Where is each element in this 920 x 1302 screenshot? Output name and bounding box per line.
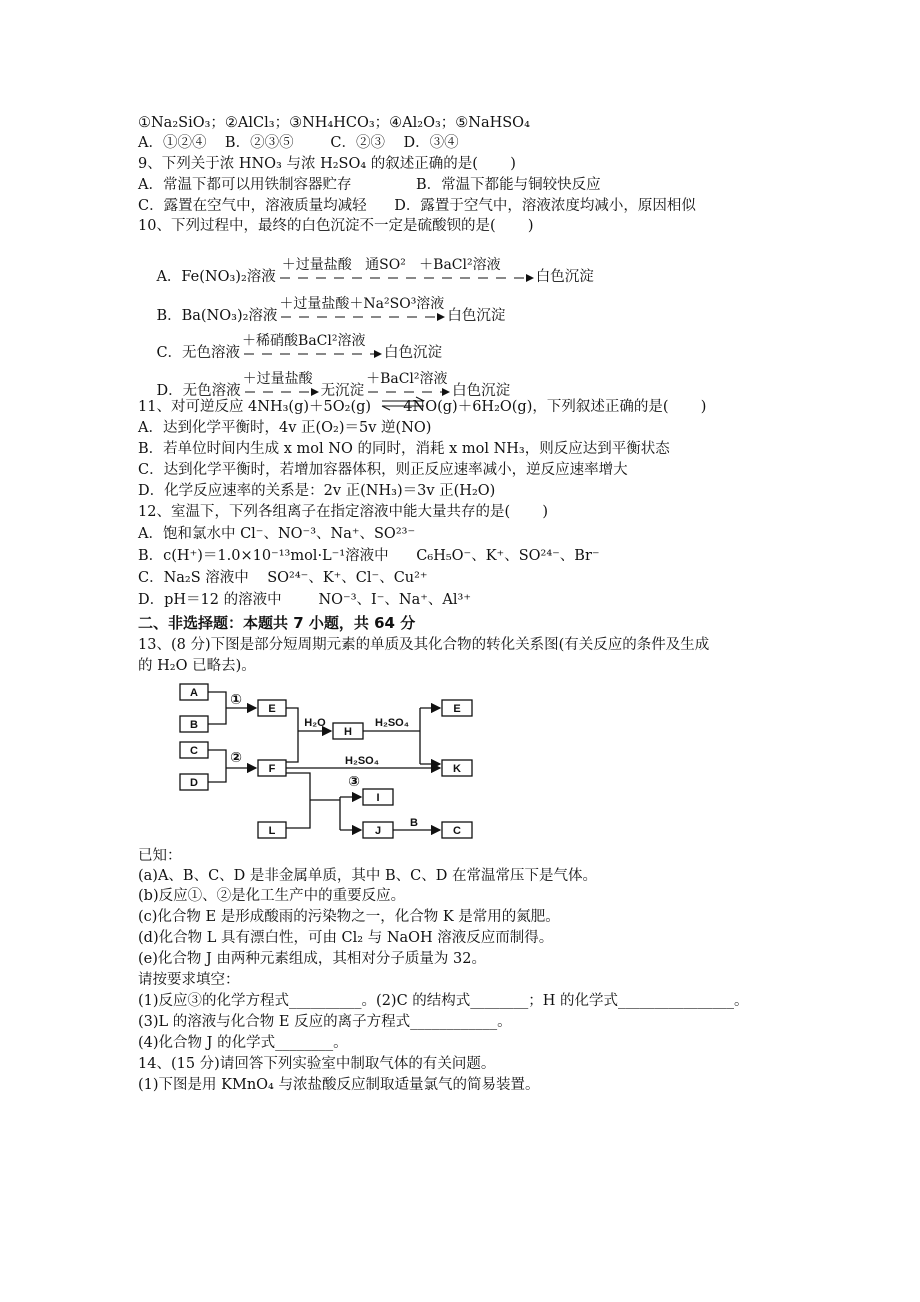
q10-a-end: 白色沉淀 <box>535 269 594 285</box>
known-b: (b)反应①、②是化工生产中的重要反应。 <box>138 888 406 904</box>
q13-part-3: (3)L 的溶液与化合物 E 反应的离子方程式____________。 <box>138 1014 512 1030</box>
reaction-diagram <box>170 678 490 846</box>
q10-b-start: B．Ba(NO₃)₂溶液 <box>156 308 278 324</box>
q10-b-label: ＋过量盐酸＋Na²SO³溶液 <box>279 296 445 312</box>
q9-options-ab: A．常温下都可以用铁制容器贮存 B．常温下都能与铜较快反应 <box>138 177 601 193</box>
known-heading: 已知： <box>138 848 182 864</box>
h2o-label: H₂O <box>304 717 326 729</box>
reaction-3-marker: ③ <box>348 773 360 789</box>
q10-d-label1: ＋过量盐酸 <box>242 371 313 387</box>
q9-stem: 9、下列关于浓 HNO₃ 与浓 H₂SO₄ 的叙述正确的是( ) <box>138 156 516 172</box>
known-e: (e)化合物 J 由两种元素组成，其相对分子质量为 32。 <box>138 951 486 967</box>
q10-stem: 10、下列过程中，最终的白色沉淀不一定是硫酸钡的是( ) <box>138 218 534 234</box>
box-c-label: C <box>190 745 198 757</box>
q11-option-a: A．达到化学平衡时，4v 正(O₂)＝5v 逆(NO) <box>138 420 432 436</box>
q10-a-arrow <box>276 257 536 287</box>
h2so4-mid-label: H₂SO₄ <box>345 755 379 767</box>
q10-b-end: 白色沉淀 <box>447 308 506 324</box>
q12-option-d: D．pH＝12 的溶液中 NO⁻³、I⁻、Na⁺、Al³⁺ <box>138 592 471 608</box>
box-e1-label: E <box>268 703 276 715</box>
q10-d-end: 白色沉淀 <box>452 383 511 399</box>
q10-c-start: C．无色溶液 <box>156 345 241 361</box>
q13-part-4: (4)化合物 J 的化学式________。 <box>138 1035 348 1051</box>
box-h-label: H <box>344 726 352 738</box>
box-f-label: F <box>268 763 276 775</box>
q9-options-cd: C．露置在空气中，溶液质量均减轻 D．露置于空气中，溶液浓度均减小，原因相似 <box>138 198 696 214</box>
q14-part-1: (1)下图是用 KMnO₄ 与浓盐酸反应制取适量氯气的简易装置。 <box>138 1077 540 1093</box>
box-c2-label: C <box>453 825 461 837</box>
reaction-1-marker: ① <box>230 691 242 707</box>
q12-option-c: C．Na₂S 溶液中 SO²⁴⁻、K⁺、Cl⁻、Cu²⁺ <box>138 570 428 586</box>
equilibrium-arrow-icon <box>380 396 426 412</box>
box-b-label: B <box>190 719 198 731</box>
q14-stem: 14、(15 分)请回答下列实验室中制取气体的有关问题。 <box>138 1056 496 1072</box>
q8-options-list: ①Na₂SiO₃；②AlCl₃；③NH₄HCO₃；④Al₂O₃；⑤NaHSO₄ <box>138 115 530 131</box>
q10-d-start: D．无色溶液 <box>156 383 241 399</box>
q10-d-label2: ＋BaCl²溶液 <box>366 371 448 387</box>
known-a: (a)A、B、C、D 是非金属单质，其中 B、C、D 在常温常压下是气体。 <box>138 868 598 884</box>
q10-d-mid: 无沉淀 <box>320 383 365 399</box>
q10-a-label: ＋过量盐酸 通SO² ＋BaCl²溶液 <box>281 257 501 273</box>
q12-option-a: A．饱和氯水中 Cl⁻、NO⁻³、Na⁺、SO²³⁻ <box>138 526 416 542</box>
q8-choices: A．①②④ B．②③⑤ C．②③ D．③④ <box>138 135 459 151</box>
q11-option-b: B．若单位时间内生成 x mol NO 的同时，消耗 x mol NH₃，则反应达到平衡状态 <box>138 441 670 457</box>
box-e2-label: E <box>453 703 461 715</box>
q10-c-arrow <box>240 333 384 363</box>
q12-stem: 12、室温下，下列各组离子在指定溶液中能大量共存的是( ) <box>138 504 549 520</box>
q10-a-start: A．Fe(NO₃)₂溶液 <box>156 269 276 285</box>
box-i-label: I <box>376 792 380 804</box>
q11-option-c: C．达到化学平衡时，若增加容器体积，则正反应速率减小，逆反应速率增大 <box>138 462 628 478</box>
box-j-label: J <box>374 825 382 837</box>
q12-option-b: B．c(H⁺)＝1.0×10⁻¹³mol·L⁻¹溶液中 C₆H₅O⁻、K⁺、SO²⁴⁻、Br⁻ <box>138 548 600 564</box>
q10-c-label: ＋稀硝酸BaCl²溶液 <box>242 333 366 349</box>
b-reagent-label: B <box>410 817 418 829</box>
known-c: (c)化合物 E 是形成酸雨的污染物之一，化合物 K 是常用的氮肥。 <box>138 909 560 925</box>
q10-c-end: 白色沉淀 <box>384 345 443 361</box>
box-d-label: D <box>190 777 198 789</box>
reaction-2-marker: ② <box>230 749 242 765</box>
box-k-label: K <box>453 763 461 775</box>
box-a-label: A <box>190 687 198 699</box>
box-l-label: L <box>268 825 276 837</box>
q13-stem-line1: 13、(8 分)下图是部分短周期元素的单质及其化合物的转化关系图(有关反应的条件及生成 <box>138 637 710 653</box>
q11-stem: 11、对可逆反应 4NH₃(g)＋5O₂(g) 4NO(g)＋6H₂O(g)，下列叙述正确的是( ) <box>138 399 707 415</box>
section-heading: 二、非选择题：本题共 7 小题，共 64 分 <box>138 614 416 632</box>
q13-part-1-2: (1)反应③的化学方程式__________。(2)C 的结构式________；H 的化学式________________。 <box>138 993 749 1009</box>
h2so4-top-label: H₂SO₄ <box>375 717 409 729</box>
known-d: (d)化合物 L 具有漂白性，可由 Cl₂ 与 NaOH 溶液反应而制得。 <box>138 930 554 946</box>
fill-in-heading: 请按要求填空： <box>138 972 240 988</box>
q11-option-d: D．化学反应速率的关系是：2v 正(NH₃)＝3v 正(H₂O) <box>138 483 496 499</box>
q13-stem-line2: 的 H₂O 已略去)。 <box>138 658 256 674</box>
